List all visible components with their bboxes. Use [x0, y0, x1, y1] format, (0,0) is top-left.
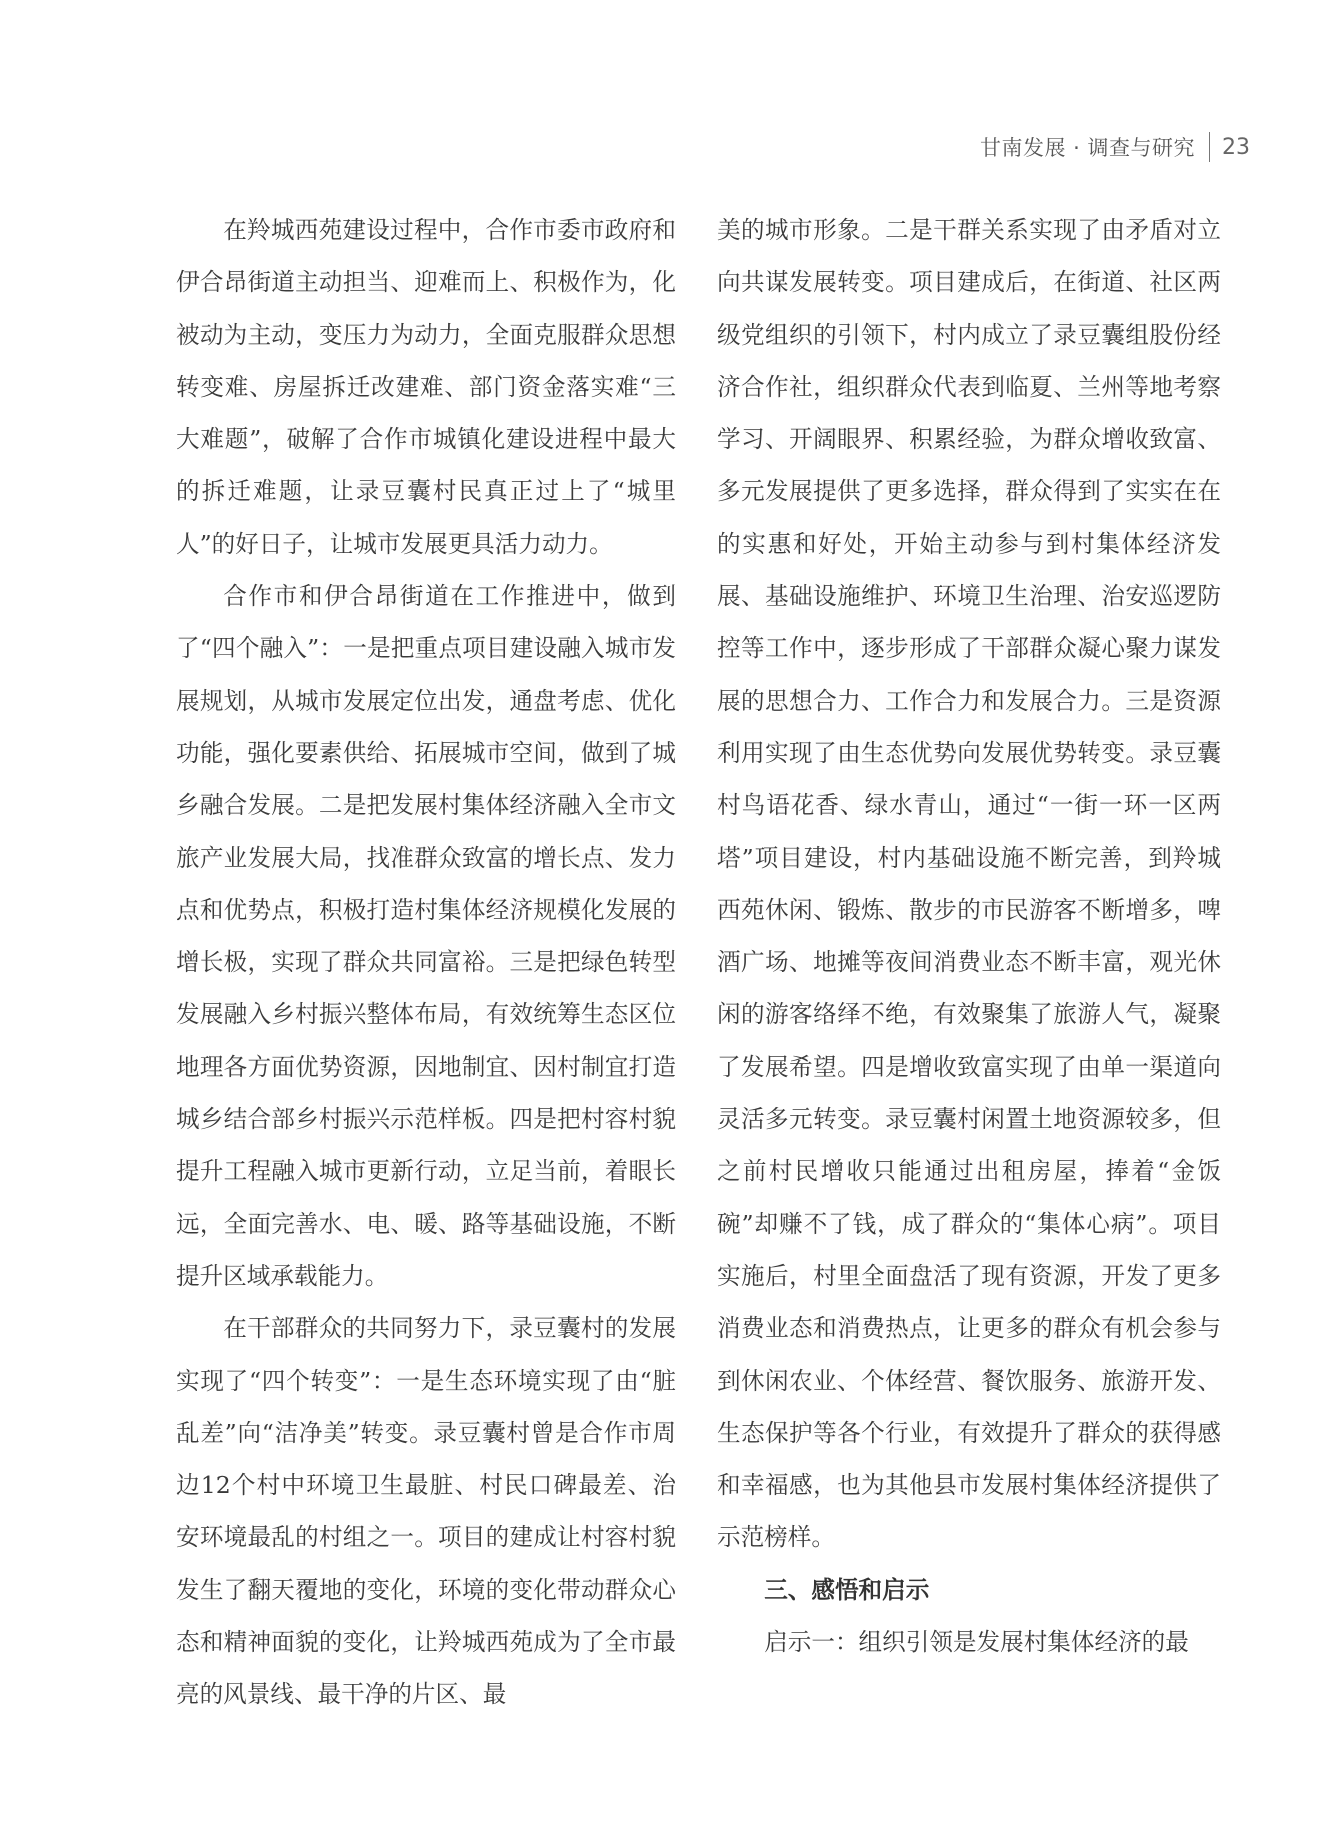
section-heading: 三、感悟和启示	[764, 1575, 930, 1604]
right-column	[717, 204, 1221, 1668]
paragraph: 合作市和伊合昂街道在工作推进中，做到了“四个融入”：一是把重点项目建设融入城市发展规划，从城市发展定位出发，通盘考虑、优化功能，强化要素供给、拓展城市空间，做到了城乡融合发展。二是把发展村集体经济融入全市文旅产业发展大局，找准群众致富的增长点、发力点和优势点，积极打造村集体经济规模化发展的增长极，实现了群众共同富裕。三是把绿色转型发展融入乡村振兴整体布局，有效统筹生态区位地理各方面优势资源，因地制宜、因村制宜打造城乡结合部乡村振兴示范样板。四是把村容村貌提升工程融入城市更新行动，立足当前，着眼长远，全面完善水、电、暖、路等基础设施，不断提升区域承载能力。	[176, 582, 676, 1290]
running-header	[980, 132, 1250, 162]
journal-title: 甘南发展 · 调查与研究	[979, 136, 1195, 160]
header-divider	[1209, 132, 1210, 162]
paragraph-continued: 美的城市形象。二是干群关系实现了由矛盾对立向共谋发展转变。项目建成后，在街道、社区两级党组织的引领下，村内成立了录豆囊组股份经济合作社，组织群众代表到临夏、兰州等地考察学习、开阔眼界、积累经验，为群众增收致富、多元发展提供了更多选择，群众得到了实实在在的实惠和好处，开始主动参与到村集体经济发展、基础设施维护、环境卫生治理、治安巡逻防控等工作中，逐步形成了干部群众凝心聚力谋发展的思想合力、工作合力和发展合力。三是资源利用实现了由生态优势向发展优势转变。录豆囊村鸟语花香、绿水青山，通过“一街一环一区两塔”项目建设，村内基础设施不断完善，到羚城西苑休闲、锻炼、散步的市民游客不断增多，啤酒广场、地摊等夜间消费业态不断丰富，观光休闲的游客络绎不绝，有效聚集了旅游人气，凝聚了发展希望。四是增收致富实现了由单一渠道向灵活多元转变。录豆囊村闲置土地资源较多，但之前村民增收只能通过出租房屋，捧着“金饭碗”却赚不了钱，成了群众的“集体心病”。项目实施后，村里全面盘活了现有资源，开发了更多消费业态和消费热点，让更多的群众有机会参与到休闲农业、个体经营、餐饮服务、旅游开发、生态保护等各个行业，有效提升了群众的获得感和幸福感，也为其他县市发展村集体经济提供了示范榜样。	[717, 216, 1221, 1552]
paragraph: 在羚城西苑建设过程中，合作市委市政府和伊合昂街道主动担当、迎难而上、积极作为，化被动为主动，变压力为动力，全面克服群众思想转变难、房屋拆迁改建难、部门资金落实难“三大难题”，破解了合作市城镇化建设进程中最大的拆迁难题，让录豆囊村民真正过上了“城里人”的好日子，让城市发展更具活力动力。	[176, 216, 676, 558]
page-number: 23	[1222, 134, 1250, 160]
paragraph: 在干部群众的共同努力下，录豆囊村的发展实现了“四个转变”：一是生态环境实现了由“脏乱差”向“洁净美”转变。录豆囊村曾是合作市周边12个村中环境卫生最脏、村民口碑最差、治安环境最乱的村组之一。项目的建成让村容村貌发生了翻天覆地的变化，环境的变化带动群众心态和精神面貌的变化，让羚城西苑成为了全市最亮的风景线、最干净的片区、最	[176, 1314, 676, 1709]
left-column	[176, 204, 676, 1721]
paragraph: 启示一：组织引领是发展村集体经济的最	[764, 1628, 1189, 1657]
